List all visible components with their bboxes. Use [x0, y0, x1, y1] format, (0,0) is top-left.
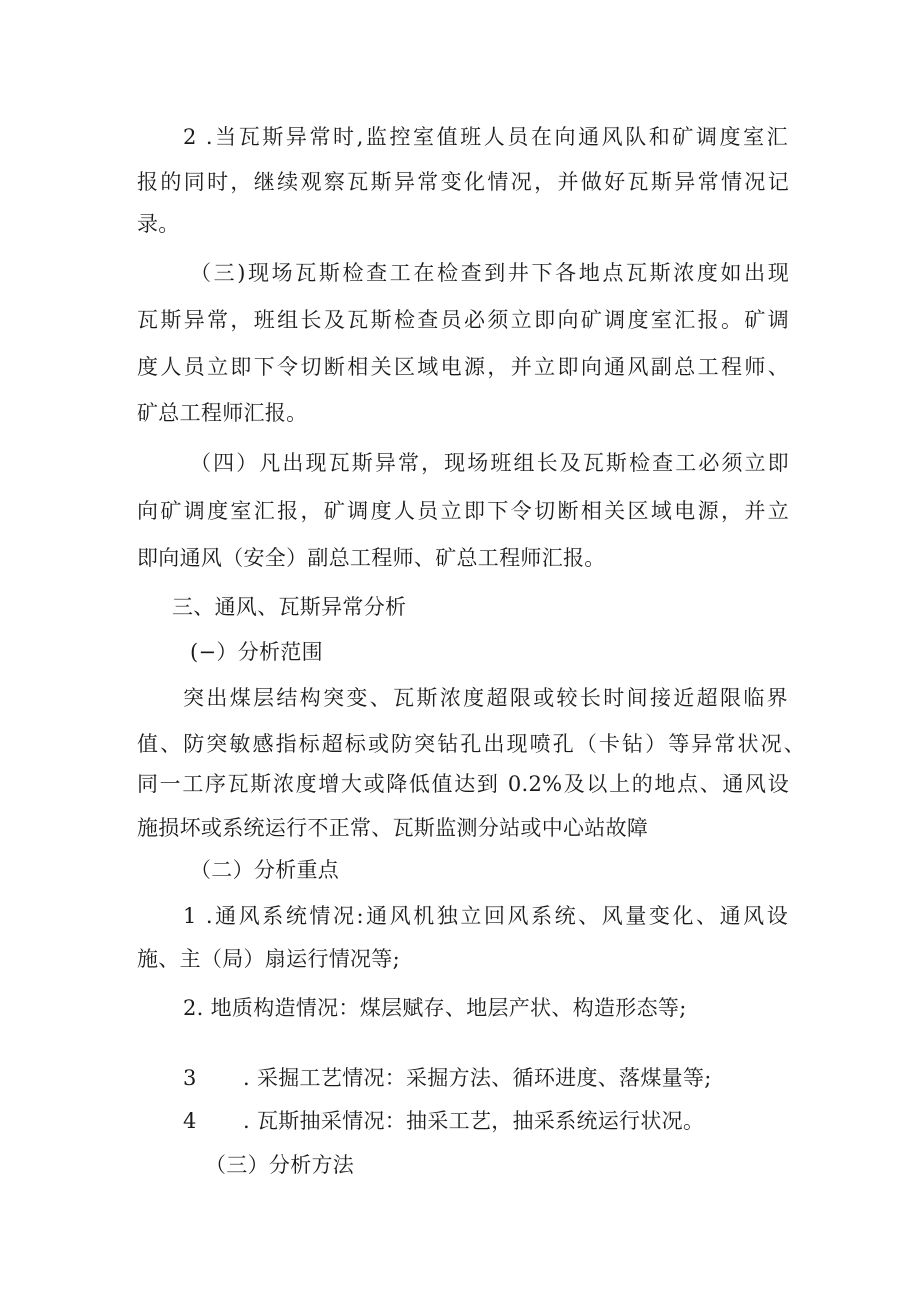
paragraph-line: （三)现场瓦斯检查工在检查到井下各地点瓦斯浓度如出现 — [190, 261, 789, 285]
paragraph-line: 2 .当瓦斯异常时,监控室值班人员在向通风队和矿调度室汇 — [183, 125, 788, 149]
paragraph-line: 2. 地质构造情况：煤层赋存、地层产状、构造形态等; — [183, 996, 687, 1020]
paragraph-line: 即向通风（安全）副总工程师、矿总工程师汇报。 — [137, 546, 606, 570]
paragraph-line: 报的同时，继续观察瓦斯异常变化情况，并做好瓦斯异常情况记 — [137, 170, 789, 194]
paragraph-line: 录。 — [137, 212, 180, 236]
paragraph-line: 度人员立即下令切断相关区域电源，并立即向通风副总工程师、 — [137, 355, 789, 379]
paragraph-line: 瓦斯异常，班组长及瓦斯检查员必须立即向矿调度室汇报。矿调 — [137, 308, 789, 332]
paragraph-line: 突出煤层结构突变、瓦斯浓度超限或较长时间接近超限临界 — [183, 686, 788, 710]
paragraph-line: 1 .通风系统情况:通风机独立回风系统、风量变化、通风设 — [183, 904, 788, 928]
paragraph-line: 施损坏或系统运行不正常、瓦斯监测分站或中心站故障 — [137, 816, 649, 840]
list-item-text: . 瓦斯抽采情况：抽采工艺，抽采系统运行状况。 — [243, 1109, 705, 1133]
subsection-heading: （三）分析方法 — [205, 1153, 355, 1177]
subsection-heading: (−）分析范围 — [190, 640, 323, 664]
paragraph-line: 矿总工程师汇报。 — [137, 401, 308, 425]
paragraph-line: 值、防突敏感指标超标或防突钻孔出现喷孔（卡钻）等异常状况、 — [137, 732, 805, 756]
list-number: 4 — [183, 1109, 197, 1133]
section-heading: 三、通风、瓦斯异常分析 — [172, 595, 407, 619]
paragraph-line: 施、主（局）扇运行情况等; — [137, 947, 400, 971]
subsection-heading: （二）分析重点 — [190, 858, 340, 882]
paragraph-line: 同一工序瓦斯浓度增大或降低值达到 0.2%及以上的地点、通风设 — [137, 772, 789, 796]
list-item-text: . 采掘工艺情况：采掘方法、循环进度、落煤量等; — [243, 1066, 712, 1090]
paragraph-line: 向矿调度室汇报，矿调度人员立即下令切断相关区域电源，并立 — [137, 499, 789, 523]
list-number: 3 — [183, 1066, 197, 1090]
paragraph-line: （四）凡出现瓦斯异常，现场班组长及瓦斯检查工必须立即 — [190, 451, 789, 475]
